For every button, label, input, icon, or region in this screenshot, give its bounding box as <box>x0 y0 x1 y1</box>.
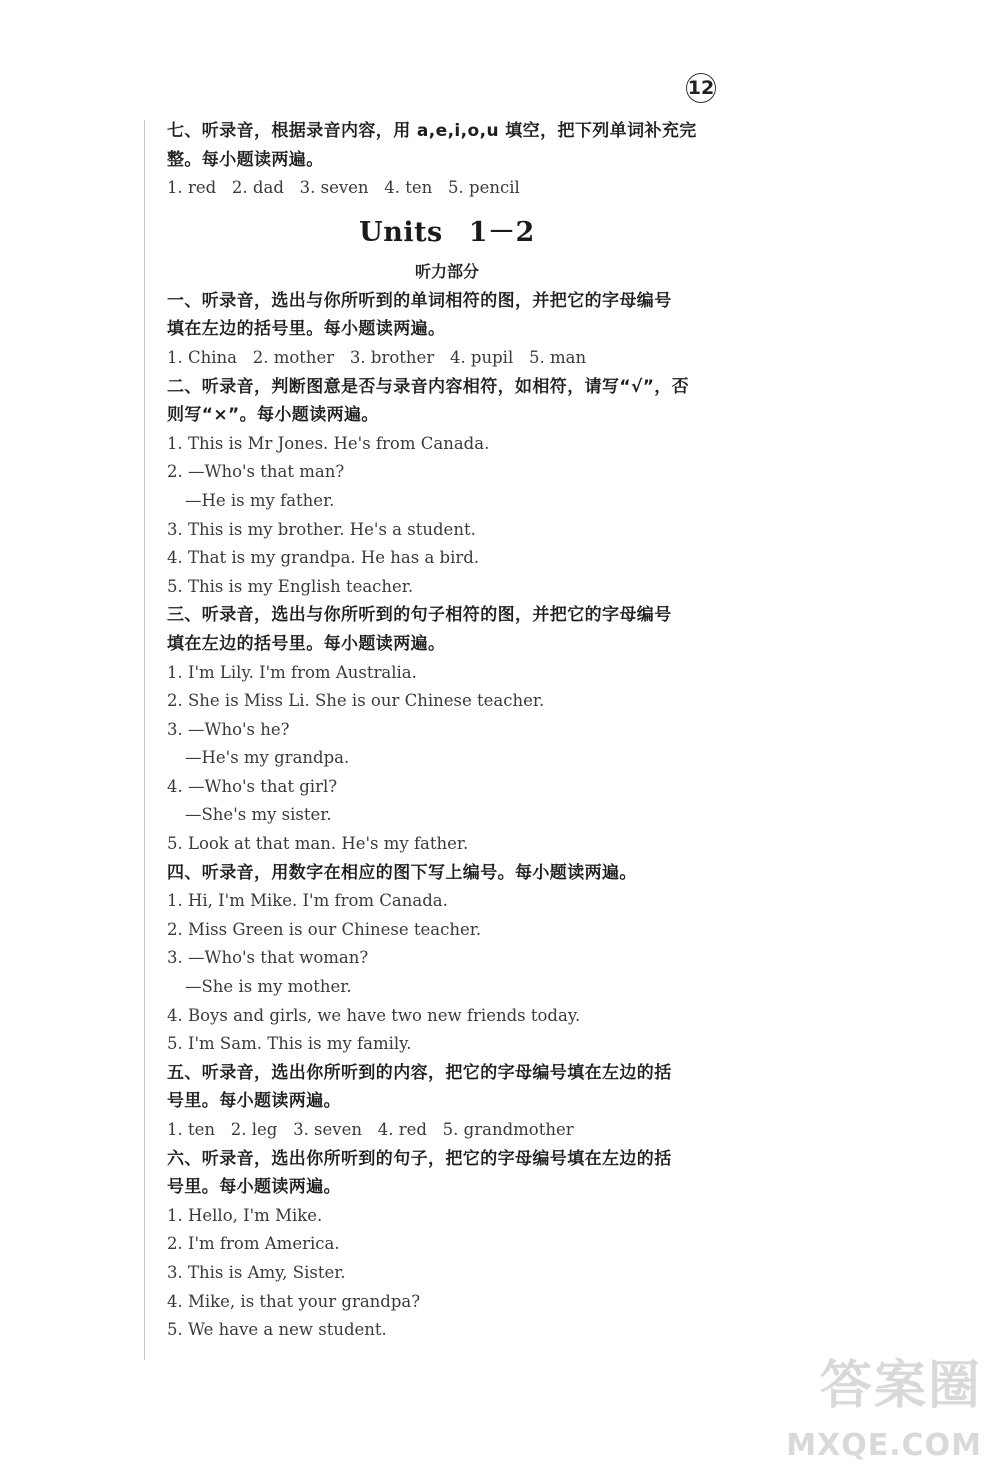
transcript-line: 3. —Who's he? <box>167 719 290 739</box>
transcript-line: 4. That is my grandpa. He has a bird. <box>167 548 480 568</box>
word-list: 1. China 2. mother 3. brother 4. pupil 5. man <box>167 347 587 367</box>
section-heading: 六、听录音，选出你所听到的句子，把它的字母编号填在左边的括 <box>167 1148 672 1169</box>
transcript-line: 3. This is my brother. He's a student. <box>167 519 476 539</box>
section-heading: 填在左边的括号里。每小题读两遍。 <box>167 633 446 654</box>
section-5 <box>167 1059 727 1145</box>
unit-title <box>167 217 727 249</box>
watermark <box>732 1343 982 1463</box>
section-4 <box>167 859 727 1059</box>
transcript-line: 2. —Who's that man? <box>167 462 345 482</box>
transcript-line: —She's my sister. <box>185 805 332 825</box>
section-1 <box>167 287 727 373</box>
section-heading: 三、听录音，选出与你所听到的句子相符的图，并把它的字母编号 <box>167 605 672 626</box>
unit-title-word: Units <box>359 216 443 248</box>
section-heading: 号里。每小题读两遍。 <box>167 1091 341 1112</box>
transcript-line: —He is my father. <box>185 490 335 510</box>
transcript-line: 2. Miss Green is our Chinese teacher. <box>167 919 482 939</box>
transcript-line: 1. Hi, I'm Mike. I'm from Canada. <box>167 891 448 911</box>
transcript-line: —He's my grandpa. <box>185 748 350 768</box>
transcript-line: 4. Boys and girls, we have two new friends today. <box>167 1005 581 1025</box>
margin-rule <box>144 120 145 1360</box>
transcript-line: 4. Mike, is that your grandpa? <box>167 1291 421 1311</box>
transcript-line: 4. —Who's that girl? <box>167 776 338 796</box>
section-heading: 则写“×”。每小题读两遍。 <box>167 405 379 426</box>
transcript-line: 3. —Who's that woman? <box>167 948 369 968</box>
section-heading: 一、听录音，选出与你所听到的单词相符的图，并把它的字母编号 <box>167 290 672 311</box>
section-heading: 整。每小题读两遍。 <box>167 149 324 170</box>
transcript-line: 3. This is Amy, Sister. <box>167 1262 346 1282</box>
watermark-logo: 答案圈 <box>819 1356 982 1416</box>
watermark-url: MXQE.COM <box>786 1428 982 1463</box>
transcript-line: —She is my mother. <box>185 977 352 997</box>
unit-title-range: 1－2 <box>468 216 535 248</box>
section-heading: 填在左边的括号里。每小题读两遍。 <box>167 319 446 340</box>
transcript-line: 5. This is my English teacher. <box>167 576 414 596</box>
page-number: 12 <box>686 73 716 103</box>
section-heading: 四、听录音，用数字在相应的图下写上编号。每小题读两遍。 <box>167 862 637 883</box>
page-content <box>167 117 727 1345</box>
section-heading: 号里。每小题读两遍。 <box>167 1177 341 1198</box>
section-3 <box>167 601 727 858</box>
transcript-line: 5. Look at that man. He's my father. <box>167 834 469 854</box>
transcript-line: 1. This is Mr Jones. He's from Canada. <box>167 433 490 453</box>
transcript-line: 5. We have a new student. <box>167 1320 387 1340</box>
section-subtitle: 听力部分 <box>414 261 479 281</box>
section-7 <box>167 117 727 203</box>
section-6 <box>167 1145 727 1345</box>
word-list: 1. red 2. dad 3. seven 4. ten 5. pencil <box>167 178 520 198</box>
transcript-line: 1. Hello, I'm Mike. <box>167 1205 323 1225</box>
transcript-line: 1. I'm Lily. I'm from Australia. <box>167 662 417 682</box>
word-list: 1. ten 2. leg 3. seven 4. red 5. grandmother <box>167 1120 574 1139</box>
transcript-line: 2. She is Miss Li. She is our Chinese teacher. <box>167 691 545 711</box>
transcript-line: 5. I'm Sam. This is my family. <box>167 1034 412 1054</box>
section-2 <box>167 373 727 602</box>
transcript-line: 2. I'm from America. <box>167 1234 340 1254</box>
section-heading: 七、听录音，根据录音内容，用 a,e,i,o,u 填空，把下列单词补充完 <box>167 121 697 141</box>
section-heading: 二、听录音，判断图意是否与录音内容相符，如相符，请写“√”，否 <box>167 376 690 397</box>
section-heading: 五、听录音，选出你所听到的内容，把它的字母编号填在左边的括 <box>167 1062 672 1083</box>
